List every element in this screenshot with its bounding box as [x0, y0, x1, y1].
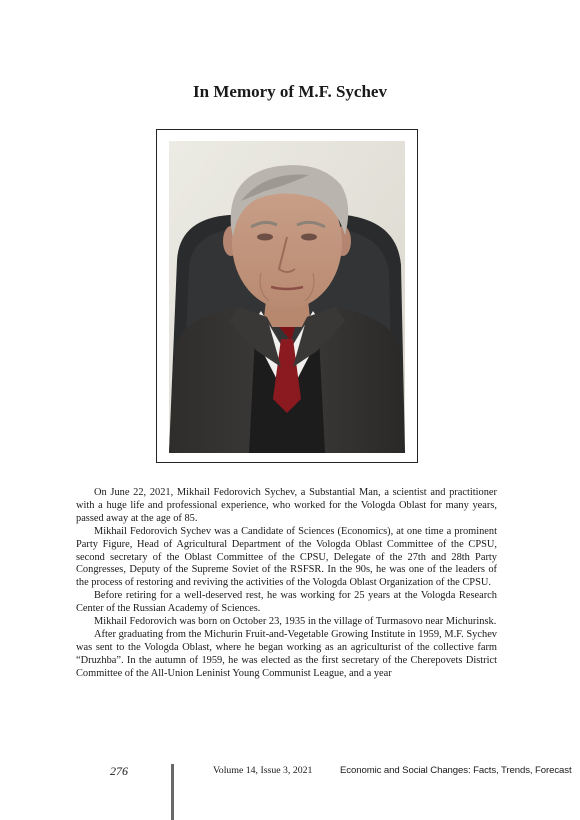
footer-divider: [171, 764, 174, 820]
paragraph: Mikhail Fedorovich was born on October 23, 1935 in the village of Turmasovo near Michurinsk.: [94, 616, 497, 628]
paragraph: On June 22, 2021, Mikhail Fedorovich Sychev, a Substantial Man, a scientist and practitioner with a huge life and professional experience, who worked for the Vologda Oblast for many years, passed away at the age of 85.: [76, 487, 497, 524]
paragraph: After graduating from the Michurin Fruit-and-Vegetable Growing Institute in 1959, M.F. Sychev was sent to the Vologda Oblast, where he began working as an agriculturist of the collective farm “Druzhba”. In the autumn of 1959, he was elected as the first secretary of the Cherepovets District Committee of the All-Union Leninist Young Communist League, and a year: [76, 628, 497, 679]
paragraph: Before retiring for a well-deserved rest, he was working for 25 years at the Vologda Research Center of the Russian Academy of Sciences.: [76, 590, 497, 615]
article-body: [76, 487, 497, 681]
portrait-photo: [169, 141, 405, 453]
page-footer: [0, 764, 580, 820]
journal-name: Economic and Social Changes: Facts, Trends, Forecast: [340, 765, 572, 776]
photo-frame: [156, 129, 418, 463]
article-title: In Memory of M.F. Sychev: [193, 82, 387, 101]
page-number: 276: [110, 764, 128, 778]
paragraph: Mikhail Fedorovich Sychev was a Candidate of Sciences (Economics), at one time a prominent Party Figure, Head of Agricultural Department of the Vologda Oblast Committee of the CPSU, second secretary of the Oblast Committee of the CPSU, Delegate of the 27th and 28th Party Congresses, Deputy of the Supreme Soviet of the RSFSR. In the 90s, he was one of the leaders of the process of restoring and reviving the activities of the Vologda Oblast Organization of the CPSU.: [76, 525, 497, 589]
volume-info: Volume 14, Issue 3, 2021: [213, 765, 313, 776]
